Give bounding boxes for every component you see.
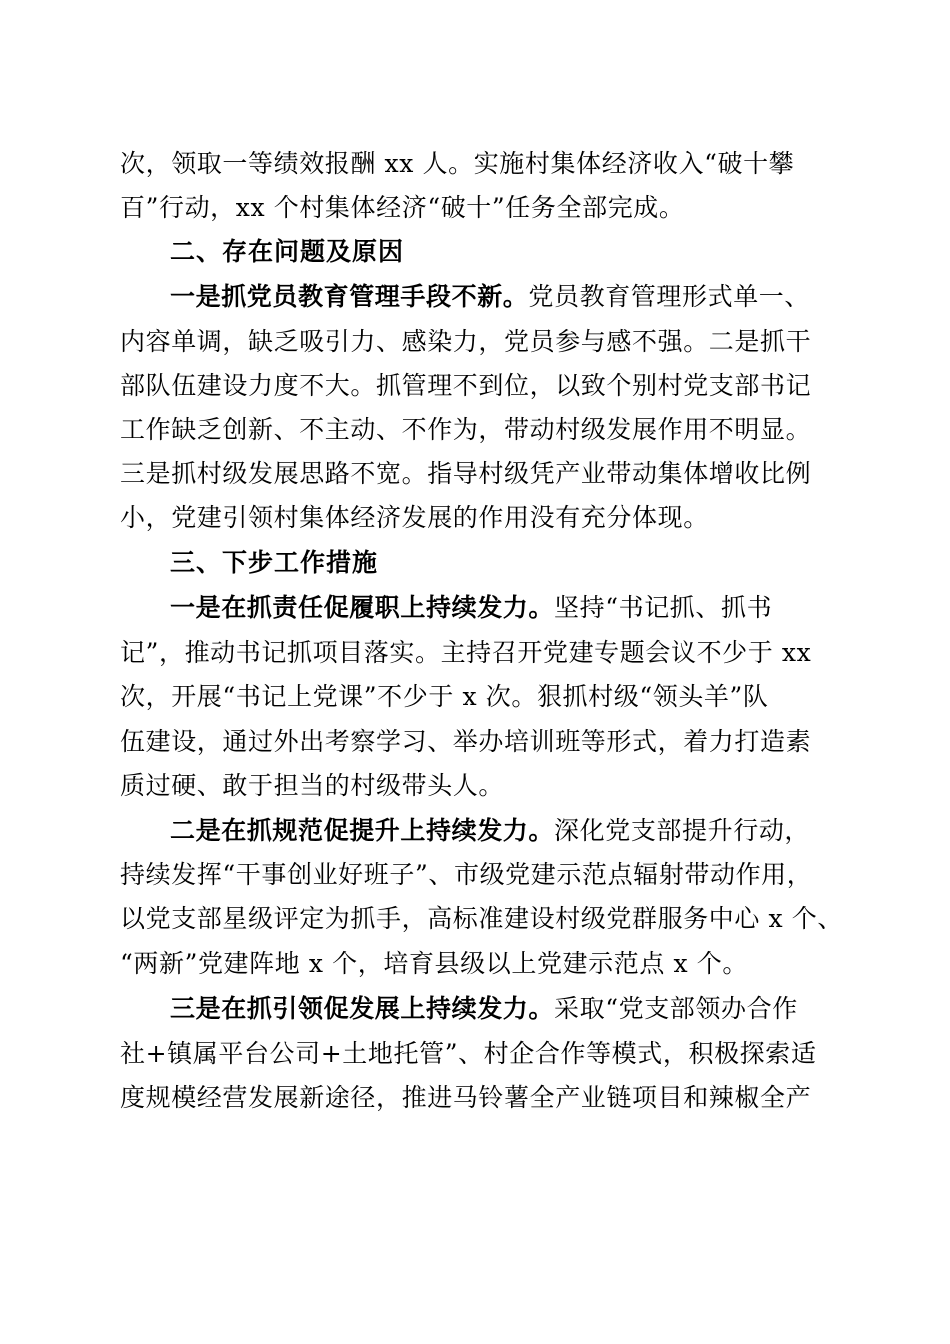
line-text: 质过硬、敢于担当的村级带头人。 [120, 771, 505, 800]
body-line [120, 501, 709, 535]
line-text: 社+镇属平台公司+土地托管”、村企合作等模式，积极探索适 [120, 1039, 817, 1068]
heading-text: 二、存在问题及原因 [170, 237, 405, 266]
body-line [120, 413, 811, 447]
paragraph-lead: 二是在抓规范促提升上持续发力。 [170, 816, 555, 845]
body-line [120, 1081, 811, 1115]
body-line [120, 325, 811, 359]
line-text: 持续发挥“干事创业好班子”、市级党建示范点辐射带动作用， [120, 860, 813, 889]
body-line [120, 902, 843, 936]
body-line [120, 147, 794, 181]
body-line [120, 457, 811, 491]
section-heading [170, 235, 404, 269]
paragraph-lead: 一是在抓责任促履职上持续发力。 [170, 593, 555, 622]
body-line [120, 1037, 816, 1071]
line-text: 党员教育管理形式单一、 [528, 282, 811, 311]
heading-text: 三、下步工作措施 [170, 548, 379, 577]
line-text: 以党支部星级评定为抓手，高标准建设村级党群服务中心 x 个、 [120, 904, 843, 933]
paragraph-lead: 一是抓党员教育管理手段不新。 [170, 282, 529, 311]
line-text: 深化党支部提升行动， [554, 816, 811, 845]
line-text: 三是抓村级发展思路不宽。指导村级凭产业带动集体增收比例 [120, 459, 812, 488]
body-line [120, 858, 812, 892]
body-line [120, 725, 811, 759]
line-text: 坚持“书记抓、抓书 [554, 593, 773, 622]
line-text: 记”，推动书记抓项目落实。主持召开党建专题会议不少于 xx [120, 638, 812, 667]
paragraph-first-line [170, 814, 810, 848]
line-text: 百”行动，xx 个村集体经济“破十”任务全部完成。 [120, 193, 685, 222]
body-line [120, 769, 504, 803]
paragraph-first-line [170, 280, 810, 314]
line-text: 部队伍建设力度不大。抓管理不到位，以致个别村党支部书记 [120, 371, 812, 400]
body-line [120, 636, 811, 670]
paragraph-first-line [170, 591, 772, 625]
line-text: “两新”党建阵地 x 个，培育县级以上党建示范点 x 个。 [120, 949, 748, 978]
line-text: 次，领取一等绩效报酬 xx 人。实施村集体经济收入“破十攀 [120, 149, 795, 178]
body-line [120, 680, 769, 714]
body-line [120, 947, 748, 981]
paragraph-first-line [170, 992, 798, 1026]
line-text: 小，党建引领村集体经济发展的作用没有充分体现。 [120, 503, 709, 532]
line-text: 度规模经营发展新途径，推进马铃薯全产业链项目和辣椒全产 [120, 1083, 812, 1112]
line-text: 采取“党支部领办合作 [554, 994, 798, 1023]
line-text: 伍建设，通过外出考察学习、举办培训班等形式，着力打造素 [120, 727, 812, 756]
paragraph-lead: 三是在抓引领促发展上持续发力。 [170, 994, 555, 1023]
line-text: 工作缺乏创新、不主动、不作为，带动村级发展作用不明显。 [120, 415, 812, 444]
body-line [120, 369, 811, 403]
body-line [120, 191, 685, 225]
line-text: 内容单调，缺乏吸引力、感染力，党员参与感不强。二是抓干 [120, 327, 812, 356]
section-heading [170, 546, 378, 580]
line-text: 次，开展“书记上党课”不少于 x 次。狠抓村级“领头羊”队 [120, 682, 769, 711]
